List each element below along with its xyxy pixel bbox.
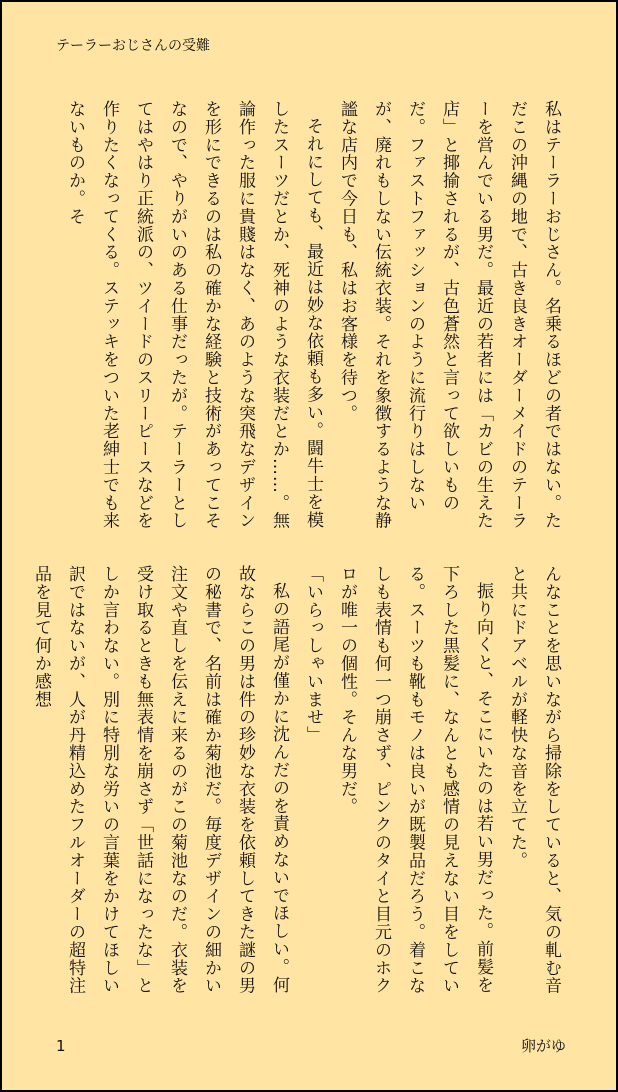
paragraph: 私はテーラーおじさん。名乗るほどの者ではない。ただこの沖縄の地で、古き良きオーダーメイドのテーラーを営んでいる男だ。最近の若者には「カビの生えた店」と揶揄されるが、古色蒼然と言って欲しいものだ。ファストファッションのように流行りはしないが、廃れもしない伝統衣装。それを象徴するような静謐な店内で今日も、私はお客様を待つ。 <box>337 100 561 530</box>
dialogue-line: 「いらっしゃいませ」 <box>303 565 323 744</box>
paragraph: 振り向くと、そこにいたのは若い男だった。前髪を下ろした黒髪に、なんとも感情の見えない目をしている。スーツも靴もモノは良いが既製品だろう。着こなしも表情も何一つ崩さず、ピンクのタイと目元のホクロが唯一の個性。そんな男だ。 <box>337 565 493 995</box>
bottom-text-column <box>31 565 568 1010</box>
page-title: テーラーおじさんの受難 <box>56 38 210 54</box>
paragraph: んなことを思いながら掃除をしていると、気の軋む音と共にドアベルが軽快な音を立てた。 <box>507 565 561 995</box>
paragraph: それにしても、最近は妙な依頼も多い。闘牛士を模したスーツだとか、死神のような衣装だとか……。無論作った服に貴賤はなく、あのような突飛なデザインを形にできるのは私の確かな経験と技術があってこそなので、やりがいのある仕事だったが。テーラーとしてはやはり正統派の、ツイードのスリーピースなどを作りたくなってくる。ステッキをついた老紳士でも来ないものか。そ <box>65 100 323 530</box>
top-text-column <box>48 100 568 540</box>
page-number: 1 <box>56 1037 66 1055</box>
author-name: 卵がゆ <box>520 1037 566 1055</box>
paragraph: 私の語尾が僅かに沈んだのを責めないでほしい。何故ならこの男は件の珍妙な衣装を依頼してきた謎の男の秘書で、名前は確か菊池だ。毎度デザインの細かい注文や直しを伝えに来るのがこの菊池なのだ。衣装を受け取るときも無表情を崩さず「世話になったな」としか言わない。別に特別な労いの言葉をかけてほしい訳ではないが、人が丹精込めたフルオーダーの超特注品を見て何か感想 <box>31 565 289 995</box>
